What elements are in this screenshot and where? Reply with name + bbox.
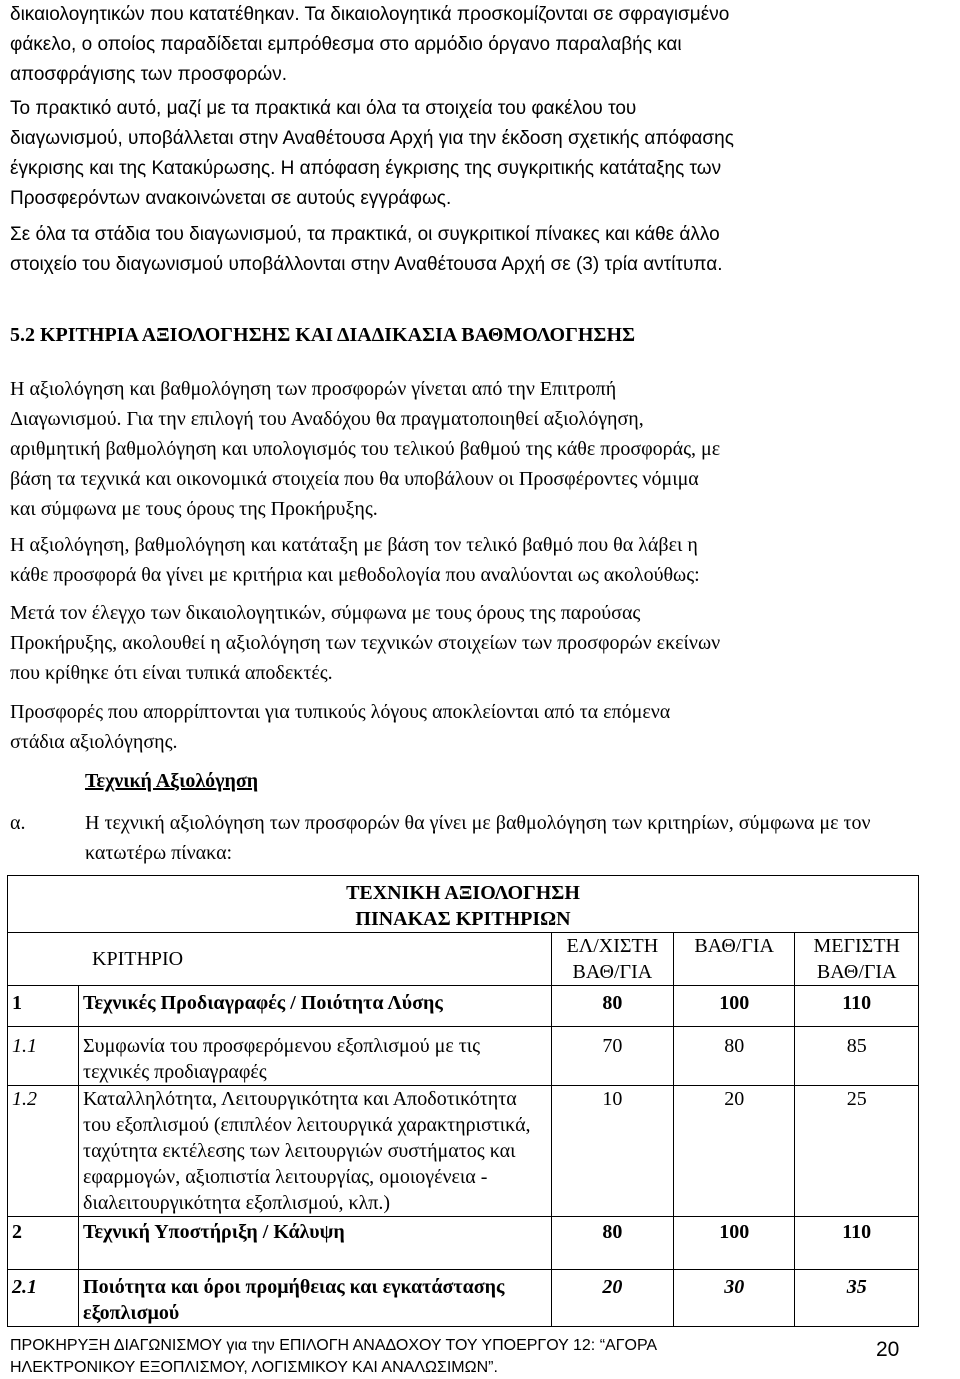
criteria-table	[7, 875, 919, 1327]
row-min: 80	[551, 1217, 673, 1270]
footer-line-1: ΠΡΟΚΗΡΥΞΗ ΔΙΑΓΩΝΙΣΜΟΥ για την ΕΠΙΛΟΓΗ ΑΝΑΔΟΧΟΥ ΤΟΥ ΥΠΟΕΡΓΟΥ 12: “ΑΓΟΡΑ	[10, 1337, 658, 1354]
table-row	[8, 1086, 919, 1217]
row-min: 70	[551, 1027, 673, 1086]
text-line: Προσφορές που απορρίπτονται για τυπικούς λόγους αποκλείονται από τα επόμενα	[10, 701, 671, 723]
paragraph-evaluation-committee	[10, 374, 900, 524]
header-max-score: ΜΕΓΙΣΤΗ ΒΑΘ/ΓΙΑ	[795, 933, 919, 986]
row-number: 1.2	[8, 1086, 79, 1217]
row-min: 20	[551, 1270, 673, 1327]
row-max: 35	[795, 1270, 919, 1327]
text-line: βάση τα τεχνικά και οικονομικά στοιχεία που θα υποβάλουν οι Προσφέροντες νόμιμα	[10, 468, 699, 490]
header-min-score: ΕΛ/ΧΙΣΤΗ ΒΑΘ/ΓΙΑ	[551, 933, 673, 986]
row-score: 80	[673, 1027, 795, 1086]
row-max: 110	[795, 1217, 919, 1270]
page-number: 20	[876, 1338, 900, 1361]
header-score: ΒΑΘ/ΓΙΑ	[673, 933, 795, 986]
text-line: έγκρισης και της Κατακύρωσης. Η απόφαση έγκρισης της συγκριτικής κατάταξης των	[10, 158, 722, 179]
row-number: 2	[8, 1217, 79, 1270]
row-score: 20	[673, 1086, 795, 1217]
list-marker: α.	[10, 812, 26, 834]
footer-line-2: ΗΛΕΚΤΡΟΝΙΚΟΥ ΕΞΟΠΛΙΣΜΟΥ, ΛΟΓΙΣΜΙΚΟΥ ΚΑΙ ΑΝΑΛΩΣΙΜΩΝ”.	[10, 1359, 498, 1376]
subheading-technical-evaluation: Τεχνική Αξιολόγηση	[85, 770, 259, 792]
text-line: αποσφράγισης των προσφορών.	[10, 64, 288, 85]
row-score: 100	[673, 1217, 795, 1270]
text-line: Διαγωνισμού. Για την επιλογή του Αναδόχου θα πραγματοποιηθεί αξιολόγηση,	[10, 408, 644, 430]
table-row	[8, 1027, 919, 1086]
row-description: Τεχνική Υποστήριξη / Κάλυψη	[79, 1217, 552, 1270]
text-line: Σε όλα τα στάδια του διαγωνισμού, τα πρακτικά, οι συγκριτικοί πίνακες και κάθε άλλο	[10, 224, 720, 245]
page-footer	[10, 1335, 870, 1379]
row-min: 80	[551, 986, 673, 1027]
row-number: 1	[8, 986, 79, 1027]
header-criterion: ΚΡΙΤΗΡΙΟ	[8, 933, 552, 986]
row-number: 1.1	[8, 1027, 79, 1086]
text-line: Προκήρυξης, ακολουθεί η αξιολόγηση των τεχνικών στοιχείων των προσφορών εκείνων	[10, 632, 721, 654]
paragraph-minutes-submission	[10, 94, 900, 214]
row-score: 30	[673, 1270, 795, 1327]
paragraph-after-check	[10, 598, 900, 688]
text-line: δικαιολογητικών που κατατέθηκαν. Τα δικαιολογητικά προσκομίζονται σε σφραγισμένο	[10, 4, 730, 25]
text-line: που κρίθηκε ότι είναι τυπικά αποδεκτές.	[10, 662, 333, 684]
table-title-row	[8, 876, 919, 933]
row-description: Καταλληλότητα, Λειτουργικότητα και Αποδοτικότητα του εξοπλισμού (επιπλέον λειτουργικά χαρακτηριστικά, ταχύτητα εκτέλεσης των λειτουργιών συστήματος και εφαρμογών, αξιοπιστία λειτουργίας, ομοιογένεια - διαλειτουργικότητα εξοπλισμού, κλπ.)	[79, 1086, 552, 1217]
table-title-line-2: ΠΙΝΑΚΑΣ ΚΡΙΤΗΡΙΩΝ	[355, 908, 571, 930]
text-line: στοιχείο του διαγωνισμού υποβάλλονται στην Αναθέτουσα Αρχή σε (3) τρία αντίτυπα.	[10, 254, 723, 275]
row-description: Τεχνικές Προδιαγραφές / Ποιότητα Λύσης	[79, 986, 552, 1027]
text-line: και σύμφωνα με τους όρους της Προκήρυξης.	[10, 498, 378, 520]
table-header-row	[8, 933, 919, 986]
table-row	[8, 986, 919, 1027]
row-description: Συμφωνία του προσφερόμενου εξοπλισμού με τις τεχνικές προδιαγραφές	[79, 1027, 552, 1086]
paragraph-ranking-method	[10, 530, 900, 590]
row-max: 110	[795, 986, 919, 1027]
row-max: 85	[795, 1027, 919, 1086]
text-line: αριθμητική βαθμολόγηση και υπολογισμός του τελικού βαθμού της κάθε προσφοράς, με	[10, 438, 721, 460]
row-description: Ποιότητα και όροι προμήθειας και εγκατάστασης εξοπλισμού	[79, 1270, 552, 1327]
table-title	[8, 876, 919, 933]
text-line: κάθε προσφορά θα γίνει με κριτήρια και μεθοδολογία που αναλύονται ως ακολούθως:	[10, 564, 700, 586]
text-line: Το πρακτικό αυτό, μαζί με τα πρακτικά και όλα τα στοιχεία του φακέλου του	[10, 98, 637, 119]
table-row	[8, 1270, 919, 1327]
table-title-line-1: ΤΕΧΝΙΚΗ ΑΞΙΟΛΟΓΗΣΗ	[346, 882, 580, 904]
paragraph-rejected-offers	[10, 697, 900, 757]
section-heading: 5.2 ΚΡΙΤΗΡΙΑ ΑΞΙΟΛΟΓΗΣΗΣ ΚΑΙ ΔΙΑΔΙΚΑΣΙΑ ΒΑΘΜΟΛΟΓΗΣΗΣ	[10, 324, 636, 346]
list-item-text: Η τεχνική αξιολόγηση των προσφορών θα γίνει με βαθμολόγηση των κριτηρίων, σύμφωνα με τον κατωτέρω πίνακα:	[85, 812, 871, 864]
text-line: φάκελο, ο οποίος παραδίδεται εμπρόθεσμα στο αρμόδιο όργανο παραλαβής και	[10, 34, 682, 55]
text-line: Η αξιολόγηση και βαθμολόγηση των προσφορών γίνεται από την Επιτροπή	[10, 378, 617, 400]
text-line: στάδια αξιολόγησης.	[10, 731, 178, 753]
text-line: Προσφερόντων ανακοινώνεται σε αυτούς εγγράφως.	[10, 188, 452, 209]
row-score: 100	[673, 986, 795, 1027]
row-min: 10	[551, 1086, 673, 1217]
row-number: 2.1	[8, 1270, 79, 1327]
paragraph-documents-submission	[10, 0, 900, 90]
text-line: Μετά τον έλεγχο των δικαιολογητικών, σύμφωνα με τους όρους της παρούσας	[10, 602, 641, 624]
table-row	[8, 1217, 919, 1270]
text-line: Η αξιολόγηση, βαθμολόγηση και κατάταξη με βάση τον τελικό βαθμό που θα λάβει η	[10, 534, 698, 556]
paragraph-three-copies	[10, 220, 900, 280]
row-max: 25	[795, 1086, 919, 1217]
text-line: διαγωνισμού, υποβάλλεται στην Αναθέτουσα Αρχή για την έκδοση σχετικής απόφασης	[10, 128, 734, 149]
